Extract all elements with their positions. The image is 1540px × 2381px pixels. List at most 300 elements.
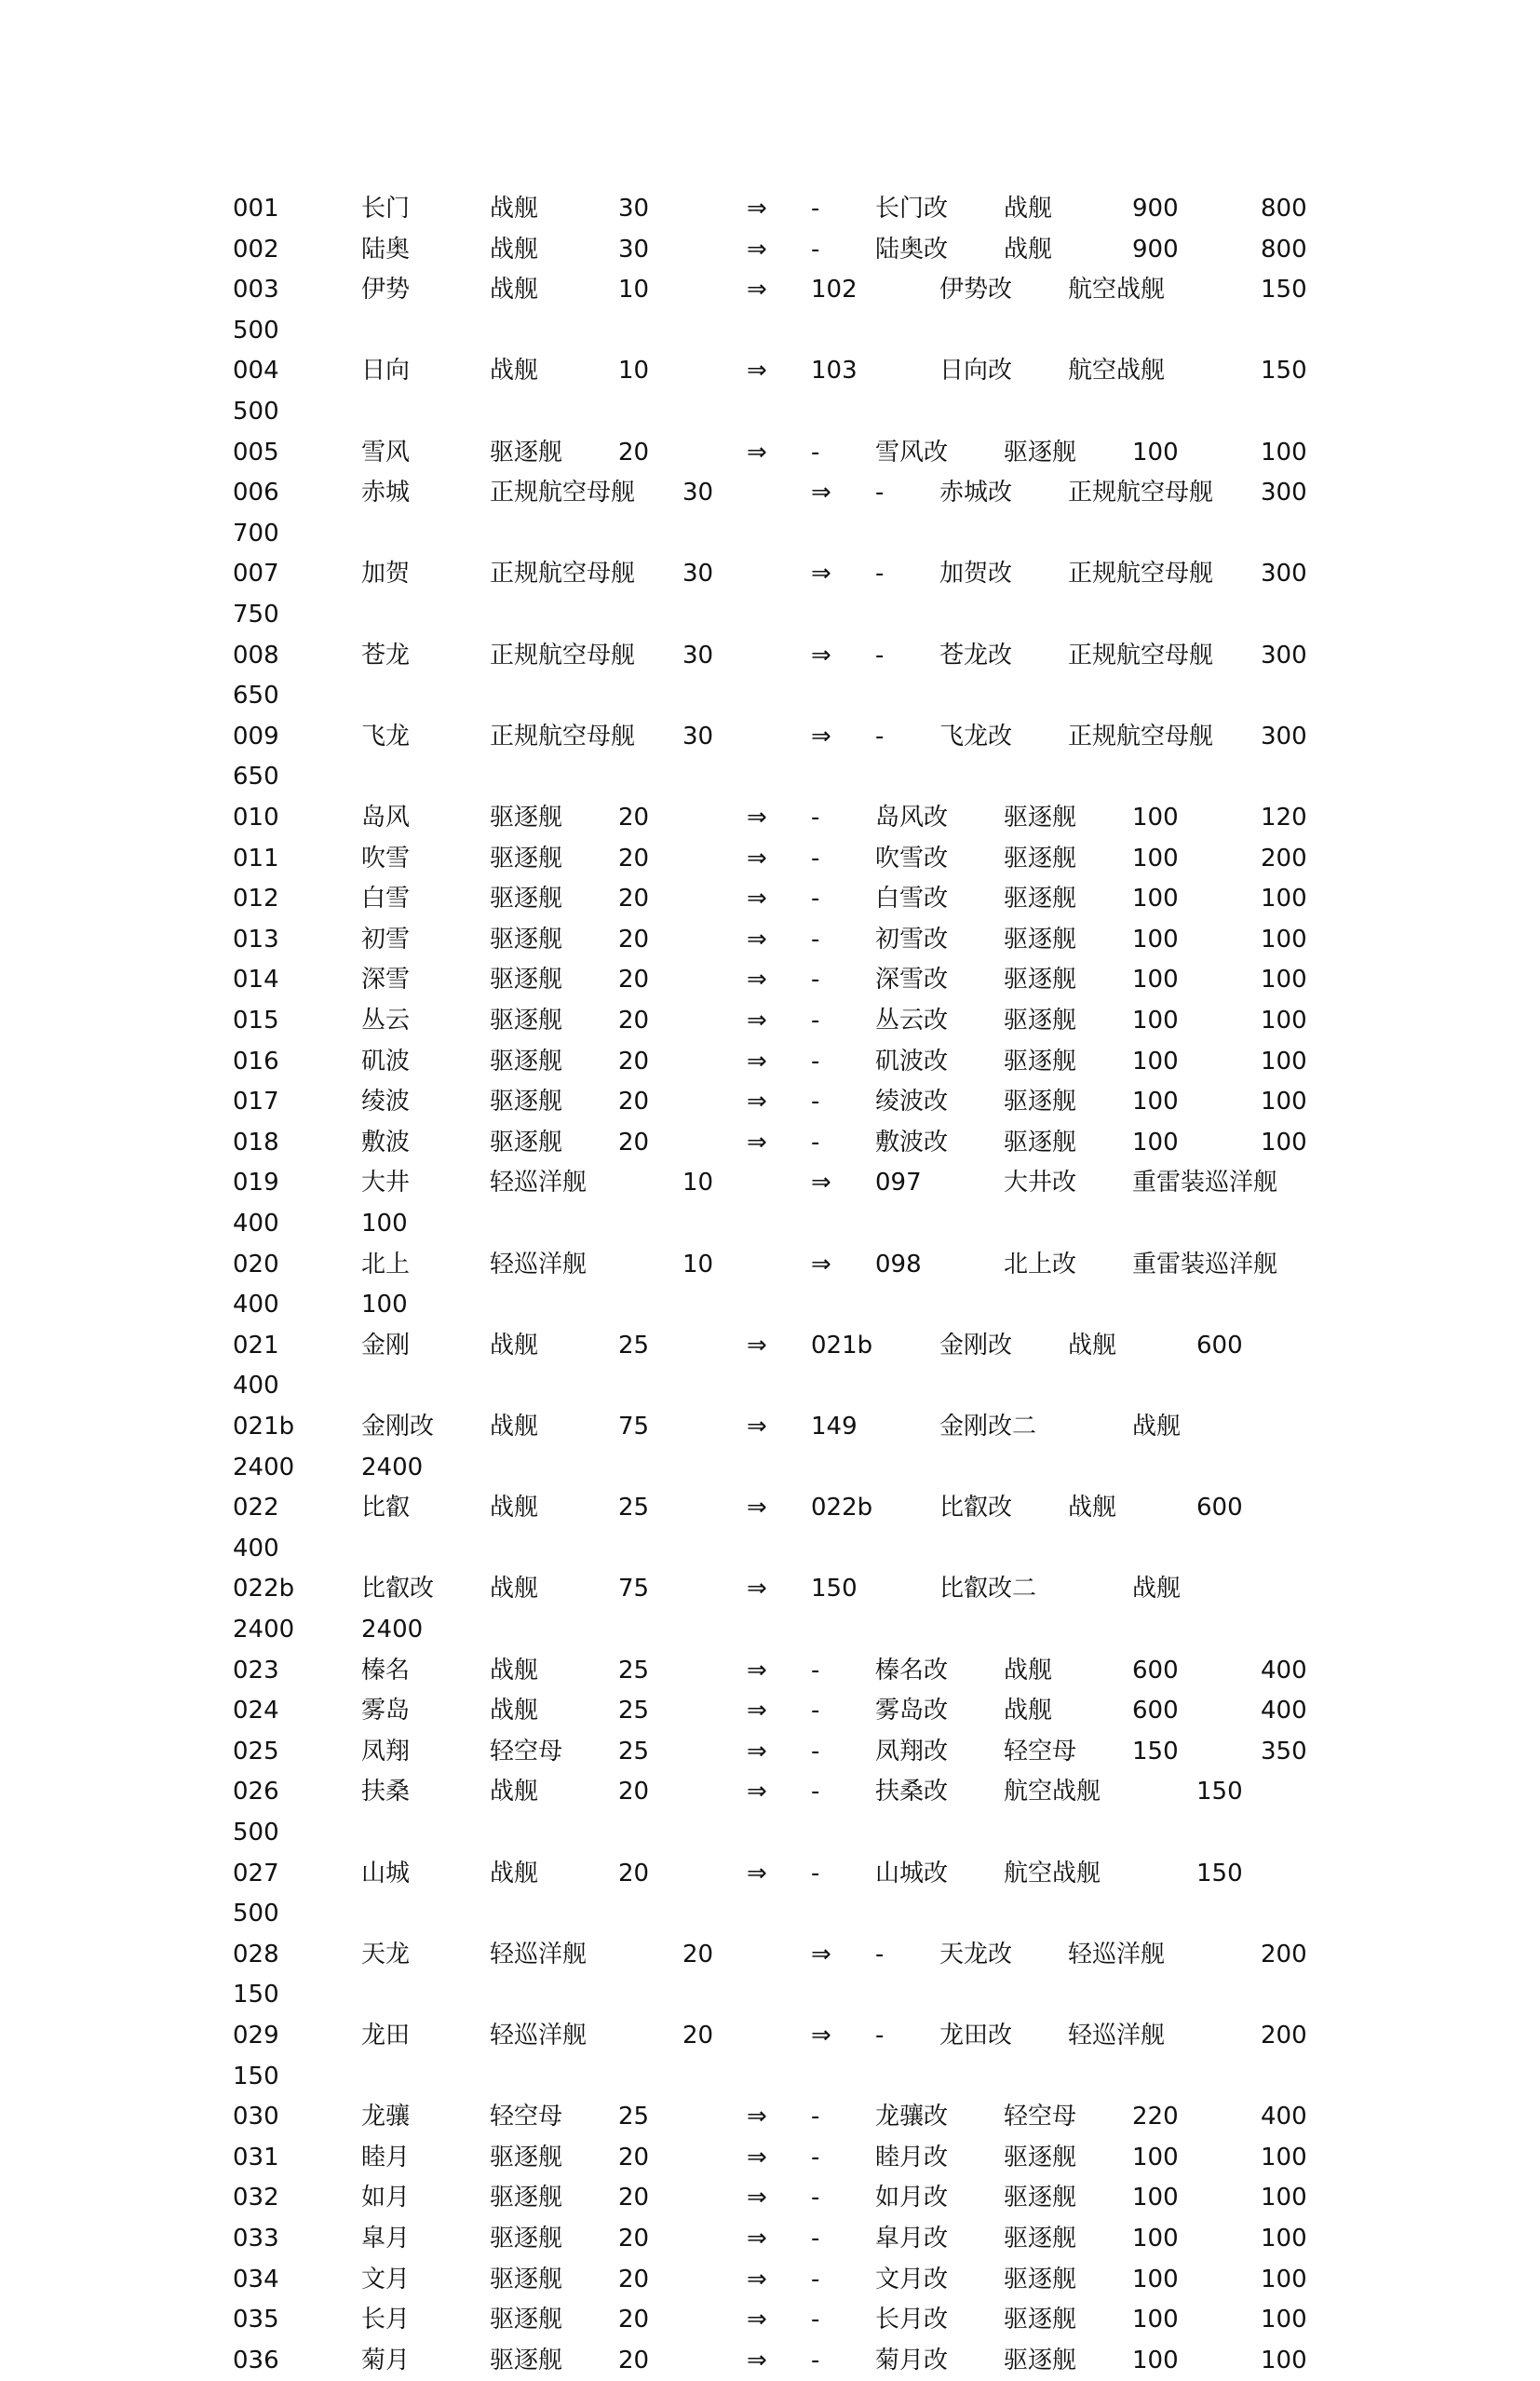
ship-row [0, 1568, 1540, 1609]
remodel-level: 25 [618, 1656, 650, 1684]
stat-a: 600 [1196, 1331, 1243, 1360]
stat-a: 100 [1132, 804, 1179, 832]
stat-a: 900 [1132, 195, 1179, 223]
remodel-level: 20 [618, 2225, 650, 2252]
stat-b: 100 [1261, 2184, 1307, 2212]
ship-row [0, 2137, 1540, 2178]
stat-a: 200 [1261, 2022, 1307, 2050]
ship-no: 005 [233, 438, 279, 467]
remodel-type: 驱逐舰 [1004, 2184, 1077, 2212]
stat-b: 400 [1261, 1656, 1307, 1684]
ship-name: 大井 [361, 1169, 411, 1197]
stat-b: 150 [233, 1981, 279, 2009]
ship-row [0, 1041, 1540, 1082]
remodel-type: 驱逐舰 [1004, 1007, 1077, 1035]
ship-type: 驱逐舰 [490, 2225, 563, 2252]
stat-a: 300 [1261, 560, 1307, 588]
ship-no: 022b [233, 1575, 295, 1603]
arrow-icon: ⇒ [747, 357, 767, 386]
ship-no: 019 [233, 1169, 279, 1197]
ship-no: 016 [233, 1047, 279, 1076]
remodel-name: 如月改 [875, 2184, 949, 2212]
ship-type: 驱逐舰 [490, 2184, 563, 2212]
arrow-icon: ⇒ [747, 1575, 767, 1603]
ship-row-wrap [0, 310, 1540, 351]
ship-type: 正规航空母舰 [490, 641, 636, 670]
ship-row-wrap [0, 594, 1540, 635]
next-no: - [811, 1088, 820, 1116]
stat-a: 400 [233, 1291, 279, 1319]
remodel-name: 敷波改 [875, 1128, 949, 1157]
next-no: - [811, 2143, 820, 2171]
ship-row-wrap [0, 1893, 1540, 1934]
ship-row [0, 1162, 1540, 1203]
ship-row-wrap [0, 1974, 1540, 2015]
remodel-type: 轻巡洋舰 [1068, 1940, 1166, 1968]
ship-row [0, 229, 1540, 270]
remodel-name: 比叡改二 [939, 1575, 1037, 1603]
arrow-icon: ⇒ [747, 2184, 767, 2212]
ship-row-wrap [0, 1365, 1540, 1406]
stat-a: 600 [1132, 1656, 1179, 1684]
arrow-icon: ⇒ [747, 235, 767, 264]
arrow-icon: ⇒ [811, 479, 831, 507]
remodel-name: 文月改 [875, 2265, 949, 2293]
remodel-type: 战舰 [1132, 1575, 1182, 1603]
ship-type: 驱逐舰 [490, 925, 563, 954]
next-no: - [811, 966, 820, 994]
stat-a: 100 [1132, 1088, 1179, 1116]
ship-no: 030 [233, 2103, 279, 2131]
remodel-type: 正规航空母舰 [1068, 560, 1214, 588]
stat-a: 100 [1132, 2225, 1179, 2252]
ship-row [0, 350, 1540, 391]
stat-a: 100 [1132, 2346, 1179, 2374]
remodel-level: 10 [618, 357, 650, 386]
stat-a: 150 [1132, 1737, 1179, 1765]
arrow-icon: ⇒ [747, 1859, 767, 1887]
ship-row [0, 797, 1540, 838]
remodel-level: 20 [618, 844, 650, 873]
ship-row [0, 1487, 1540, 1528]
ship-name: 文月 [361, 2265, 411, 2293]
remodel-name: 白雪改 [875, 885, 949, 913]
ship-type: 战舰 [490, 1413, 539, 1441]
stat-b: 150 [233, 2062, 279, 2090]
stat-a: 2400 [233, 1453, 295, 1481]
ship-no: 004 [233, 357, 279, 386]
stat-b: 350 [1261, 1737, 1307, 1765]
remodel-type: 驱逐舰 [1004, 2306, 1077, 2334]
remodel-name: 陆奥改 [875, 235, 949, 264]
next-no: - [875, 560, 885, 588]
ship-type: 轻空母 [490, 2103, 563, 2131]
arrow-icon: ⇒ [747, 966, 767, 994]
remodel-type: 战舰 [1004, 195, 1053, 223]
ship-no: 024 [233, 1697, 279, 1725]
remodel-type: 驱逐舰 [1004, 2225, 1077, 2252]
ship-name: 雪风 [361, 438, 411, 467]
ship-name: 山城 [361, 1859, 411, 1887]
ship-row-wrap [0, 513, 1540, 554]
arrow-icon: ⇒ [747, 885, 767, 913]
remodel-level: 20 [618, 2265, 650, 2293]
stat-b: 2400 [361, 1616, 424, 1644]
stat-a: 100 [1132, 966, 1179, 994]
stat-a: 900 [1132, 235, 1179, 264]
remodel-type: 驱逐舰 [1004, 844, 1077, 873]
ship-type: 驱逐舰 [490, 438, 563, 467]
stat-b: 400 [1261, 1697, 1307, 1725]
stat-b: 100 [1261, 2265, 1307, 2293]
ship-no: 033 [233, 2225, 279, 2252]
next-no: - [811, 2184, 820, 2212]
ship-no: 017 [233, 1088, 279, 1116]
remodel-level: 20 [682, 2022, 714, 2050]
arrow-icon: ⇒ [811, 560, 831, 588]
remodel-type: 驱逐舰 [1004, 1128, 1077, 1157]
ship-name: 深雪 [361, 966, 411, 994]
stat-b: 2400 [361, 1453, 424, 1481]
ship-name: 金刚改 [361, 1413, 435, 1441]
ship-row [0, 1690, 1540, 1731]
remodel-type: 战舰 [1068, 1331, 1117, 1360]
stat-a: 100 [1132, 2265, 1179, 2293]
remodel-name: 龙骧改 [875, 2103, 949, 2131]
remodel-name: 雪风改 [875, 438, 949, 467]
ship-row-wrap [0, 1528, 1540, 1569]
ship-no: 009 [233, 722, 279, 751]
ship-no: 020 [233, 1250, 279, 1278]
next-no: - [875, 2022, 885, 2050]
next-no: - [875, 641, 885, 670]
stat-b: 100 [1261, 2143, 1307, 2171]
remodel-level: 30 [682, 641, 714, 670]
ship-name: 伊势 [361, 276, 411, 304]
ship-no: 013 [233, 925, 279, 954]
remodel-type: 航空战舰 [1004, 1778, 1101, 1806]
remodel-type: 驱逐舰 [1004, 2265, 1077, 2293]
ship-type: 战舰 [490, 357, 539, 386]
remodel-type: 驱逐舰 [1004, 925, 1077, 954]
ship-name: 岛风 [361, 804, 411, 832]
ship-no: 029 [233, 2022, 279, 2050]
arrow-icon: ⇒ [747, 2306, 767, 2334]
ship-type: 驱逐舰 [490, 2306, 563, 2334]
remodel-type: 驱逐舰 [1004, 1047, 1077, 1076]
stat-b: 100 [1261, 1007, 1307, 1035]
remodel-type: 航空战舰 [1004, 1859, 1101, 1887]
next-no: - [811, 1697, 820, 1725]
remodel-level: 20 [618, 1778, 650, 1806]
ship-name: 丛云 [361, 1007, 411, 1035]
stat-b: 100 [1261, 2306, 1307, 2334]
ship-row [0, 1934, 1540, 1975]
remodel-type: 轻空母 [1004, 1737, 1077, 1765]
ship-row [0, 432, 1540, 473]
ship-name: 菊月 [361, 2346, 411, 2374]
remodel-name: 深雪改 [875, 966, 949, 994]
ship-type: 正规航空母舰 [490, 722, 636, 751]
ship-no: 015 [233, 1007, 279, 1035]
ship-no: 036 [233, 2346, 279, 2374]
ship-name: 陆奥 [361, 235, 411, 264]
remodel-type: 驱逐舰 [1004, 438, 1077, 467]
stat-a: 150 [1261, 357, 1307, 386]
next-no: - [811, 2346, 820, 2374]
ship-row-wrap [0, 1284, 1540, 1325]
stat-a: 600 [1132, 1697, 1179, 1725]
stat-b: 500 [233, 398, 279, 426]
remodel-level: 25 [618, 1331, 650, 1360]
arrow-icon: ⇒ [747, 1007, 767, 1035]
arrow-icon: ⇒ [747, 1697, 767, 1725]
ship-type: 轻巡洋舰 [490, 1169, 588, 1197]
remodel-level: 20 [618, 1047, 650, 1076]
remodel-name: 日向改 [939, 357, 1013, 386]
stat-b: 100 [1261, 885, 1307, 913]
remodel-level: 30 [618, 195, 650, 223]
ship-no: 025 [233, 1737, 279, 1765]
ship-type: 战舰 [490, 1656, 539, 1684]
ship-no: 028 [233, 1940, 279, 1968]
stat-b: 100 [1261, 925, 1307, 954]
ship-row-wrap [0, 1609, 1540, 1650]
remodel-level: 20 [618, 1007, 650, 1035]
ship-no: 018 [233, 1128, 279, 1157]
ship-no: 011 [233, 844, 279, 873]
ship-type: 驱逐舰 [490, 966, 563, 994]
next-no: - [811, 2306, 820, 2334]
remodel-level: 25 [618, 2103, 650, 2131]
ship-row-wrap [0, 1812, 1540, 1853]
ship-type: 战舰 [490, 276, 539, 304]
remodel-type: 驱逐舰 [1004, 966, 1077, 994]
remodel-name: 睦月改 [875, 2143, 949, 2171]
stat-b: 100 [1261, 438, 1307, 467]
ship-type: 驱逐舰 [490, 2346, 563, 2374]
remodel-level: 25 [618, 1737, 650, 1765]
ship-name: 如月 [361, 2184, 411, 2212]
next-no: 021b [811, 1331, 873, 1360]
stat-b: 650 [233, 763, 279, 791]
remodel-name: 金刚改 [939, 1331, 1013, 1360]
ship-row [0, 1650, 1540, 1691]
stat-b: 500 [233, 316, 279, 345]
remodel-level: 75 [618, 1413, 650, 1441]
arrow-icon: ⇒ [747, 844, 767, 873]
remodel-type: 航空战舰 [1068, 357, 1166, 386]
arrow-icon: ⇒ [747, 438, 767, 467]
arrow-icon: ⇒ [747, 2143, 767, 2171]
ship-no: 023 [233, 1656, 279, 1684]
ship-row [0, 1325, 1540, 1366]
ship-row-wrap [0, 1203, 1540, 1244]
ship-type: 轻空母 [490, 1737, 563, 1765]
remodel-level: 20 [618, 2346, 650, 2374]
ship-type: 战舰 [490, 1859, 539, 1887]
stat-a: 150 [1196, 1778, 1243, 1806]
arrow-icon: ⇒ [811, 2022, 831, 2050]
remodel-name: 苍龙改 [939, 641, 1013, 670]
next-no: - [811, 1047, 820, 1076]
ship-type: 战舰 [490, 1575, 539, 1603]
ship-name: 龙田 [361, 2022, 411, 2050]
remodel-type: 航空战舰 [1068, 276, 1166, 304]
remodel-level: 25 [618, 1697, 650, 1725]
remodel-type: 驱逐舰 [1004, 885, 1077, 913]
remodel-level: 20 [618, 966, 650, 994]
ship-name: 长月 [361, 2306, 411, 2334]
ship-type: 战舰 [490, 1778, 539, 1806]
stat-a: 100 [1132, 1047, 1179, 1076]
remodel-type: 正规航空母舰 [1068, 479, 1214, 507]
remodel-type: 战舰 [1004, 1697, 1053, 1725]
remodel-name: 矶波改 [875, 1047, 949, 1076]
ship-row [0, 2299, 1540, 2340]
ship-row-wrap [0, 391, 1540, 432]
next-no: 022b [811, 1494, 873, 1522]
stat-b: 100 [361, 1291, 408, 1319]
arrow-icon: ⇒ [811, 1250, 831, 1278]
remodel-name: 吹雪改 [875, 844, 949, 873]
next-no: - [811, 2225, 820, 2252]
ship-name: 敷波 [361, 1128, 411, 1157]
ship-type: 正规航空母舰 [490, 560, 636, 588]
remodel-level: 20 [618, 1859, 650, 1887]
stat-b: 120 [1261, 804, 1307, 832]
next-no: - [811, 804, 820, 832]
remodel-name: 山城改 [875, 1859, 949, 1887]
next-no: - [811, 844, 820, 873]
ship-row [0, 553, 1540, 594]
next-no: - [811, 235, 820, 264]
ship-name: 比叡改 [361, 1575, 435, 1603]
ship-type: 驱逐舰 [490, 1128, 563, 1157]
next-no: - [811, 1007, 820, 1035]
arrow-icon: ⇒ [747, 2265, 767, 2293]
ship-row [0, 878, 1540, 919]
next-no: - [811, 195, 820, 223]
remodel-name: 长门改 [875, 195, 949, 223]
remodel-name: 绫波改 [875, 1088, 949, 1116]
ship-type: 驱逐舰 [490, 2143, 563, 2171]
ship-type: 轻巡洋舰 [490, 1940, 588, 1968]
stat-b: 800 [1261, 235, 1307, 264]
remodel-level: 20 [618, 925, 650, 954]
remodel-level: 20 [618, 1128, 650, 1157]
ship-row [0, 1731, 1540, 1772]
stat-b: 100 [1261, 2346, 1307, 2374]
stat-a: 150 [1196, 1859, 1243, 1887]
stat-b: 100 [1261, 1128, 1307, 1157]
ship-no: 034 [233, 2265, 279, 2293]
ship-type: 战舰 [490, 195, 539, 223]
remodel-level: 10 [682, 1169, 714, 1197]
ship-name: 睦月 [361, 2143, 411, 2171]
arrow-icon: ⇒ [747, 1128, 767, 1157]
ship-row [0, 959, 1540, 1000]
stat-a: 100 [1132, 925, 1179, 954]
remodel-name: 比叡改 [939, 1494, 1013, 1522]
remodel-name: 加贺改 [939, 560, 1013, 588]
remodel-name: 丛云改 [875, 1007, 949, 1035]
stat-b: 700 [233, 519, 279, 548]
ship-no: 027 [233, 1859, 279, 1887]
ship-type: 驱逐舰 [490, 1088, 563, 1116]
remodel-type: 轻巡洋舰 [1068, 2022, 1166, 2050]
ship-name: 雾岛 [361, 1697, 411, 1725]
ship-name: 天龙 [361, 1940, 411, 1968]
ship-row [0, 1853, 1540, 1894]
remodel-level: 30 [682, 560, 714, 588]
next-no: 149 [811, 1413, 858, 1441]
ship-no: 031 [233, 2143, 279, 2171]
arrow-icon: ⇒ [747, 195, 767, 223]
stat-b: 100 [1261, 1088, 1307, 1116]
ship-type: 驱逐舰 [490, 804, 563, 832]
stat-b: 750 [233, 601, 279, 629]
ship-row [0, 1771, 1540, 1812]
remodel-level: 30 [682, 722, 714, 751]
ship-name: 飞龙 [361, 722, 411, 751]
arrow-icon: ⇒ [747, 804, 767, 832]
ship-name: 比叡 [361, 1494, 411, 1522]
next-no: - [875, 1940, 885, 1968]
arrow-icon: ⇒ [811, 722, 831, 751]
arrow-icon: ⇒ [747, 1737, 767, 1765]
remodel-name: 初雪改 [875, 925, 949, 954]
ship-name: 凤翔 [361, 1737, 411, 1765]
ship-row [0, 2015, 1540, 2056]
remodel-name: 扶桑改 [875, 1778, 949, 1806]
stat-a: 300 [1261, 641, 1307, 670]
remodel-type: 驱逐舰 [1004, 804, 1077, 832]
remodel-type: 战舰 [1068, 1494, 1117, 1522]
stat-a: 100 [1132, 2184, 1179, 2212]
ship-name: 扶桑 [361, 1778, 411, 1806]
remodel-level: 20 [618, 2184, 650, 2212]
stat-a: 220 [1132, 2103, 1179, 2131]
stat-b: 400 [1261, 2103, 1307, 2131]
ship-name: 加贺 [361, 560, 411, 588]
ship-name: 吹雪 [361, 844, 411, 873]
ship-type: 驱逐舰 [490, 1007, 563, 1035]
ship-row [0, 2096, 1540, 2137]
remodel-level: 20 [618, 438, 650, 467]
next-no: - [875, 722, 885, 751]
ship-name: 绫波 [361, 1088, 411, 1116]
ship-name: 金刚 [361, 1331, 411, 1360]
remodel-type: 重雷装巡洋舰 [1132, 1250, 1278, 1278]
ship-row [0, 1406, 1540, 1447]
remodel-name: 龙田改 [939, 2022, 1013, 2050]
remodel-level: 75 [618, 1575, 650, 1603]
ship-type: 驱逐舰 [490, 844, 563, 873]
remodel-name: 凤翔改 [875, 1737, 949, 1765]
remodel-level: 20 [618, 1088, 650, 1116]
remodel-level: 20 [682, 1940, 714, 1968]
arrow-icon: ⇒ [747, 1656, 767, 1684]
remodel-name: 金刚改二 [939, 1413, 1037, 1441]
remodel-type: 驱逐舰 [1004, 1088, 1077, 1116]
arrow-icon: ⇒ [747, 1047, 767, 1076]
next-no: - [811, 1778, 820, 1806]
stat-b: 400 [233, 1372, 279, 1400]
ship-no: 032 [233, 2184, 279, 2212]
stat-a: 400 [233, 1210, 279, 1238]
stat-a: 2400 [233, 1616, 295, 1644]
